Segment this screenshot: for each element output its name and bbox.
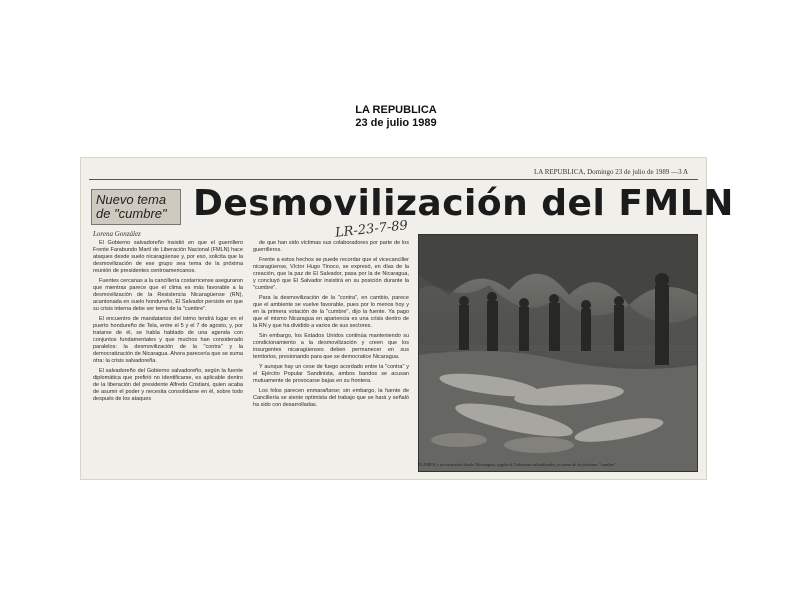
page-header-line: LA REPUBLICA, Domingo 23 de julio de 1989 —3 A <box>534 168 688 176</box>
news-photo <box>418 234 698 472</box>
paragraph: Para la desmovilización de la "contra", en cambio, parece que el ambiente se vuelve favorable, pues por lo menos hoy y en la primera votación de la "cumbre", dijo la fuente. Ya pago que el mismo Nicaragua en apariencia es una crisis dentro de la RN y que ha dividido a varios de sus sectores. <box>253 295 409 329</box>
paragraph: Frente a estos hechos se puede recordar que el vicecanciller nicaragüense, Víctor Hugo Tinoco, se expresó, en días de la creación, que la paz de El Salvador, pasa por la de Nicaragua, y concluyó que El Salvador insistirá en su posición durante la "cumbre". <box>253 257 409 291</box>
publication-date: 23 de julio 1989 <box>355 117 437 129</box>
headline: Desmovilización del FMLN <box>193 183 734 224</box>
paragraph: Fuentes cercanas a la cancillería costarricense aseguraron que mientras parece que el clima es más favorable a la desmovilización de la Resistencia Nicaragüense (RN), acantonada en suelo hondureño, El Salvador persiste en que su crisis interna debe ser tema de la "cumbre". <box>93 278 243 312</box>
paragraph: Y aunque hay un cese de fuego acordado entre la "contra" y el Ejército Popular Sandinista, ambos bandos se acusan mutuamente de provocarse bajas en su frontera. <box>253 364 409 384</box>
header-rule <box>89 179 698 180</box>
photo-caption: El FMLN y su incursión desde Nicaragua, según el Gobierno salvadoreño, es tema de la próxima "cumbre". <box>418 462 618 467</box>
article-column-2 <box>253 240 409 472</box>
newspaper-name: LA REPUBLICA <box>355 104 437 116</box>
byline: Lorena González <box>93 230 141 238</box>
kicker-box: Nuevo tema de "cumbre" <box>91 189 181 225</box>
paragraph: El encuentro de mandatarios del istmo tendrá lugar en el puerto hondureño de Tela, entre el 5 y el 7 de agosto, y, por tratarse de él, se habla hablado de una agenda con conjuntos fundamentales y que muchos han considerado paralelos: la desmovilización de la "contra" y la democratización de Nicaragua. Ahora parecería que se suma otra: la crisis salvadoreña. <box>93 316 243 364</box>
newspaper-clipping <box>80 157 734 480</box>
handwritten-date-note: LR-23-7-89 <box>334 218 409 241</box>
article-column-1 <box>93 240 243 472</box>
paragraph: de que han sido víctimas sus colaboradores por parte de los guerrilleros. <box>253 240 409 253</box>
photo-illustration <box>419 235 697 471</box>
paragraph: El Gobierno salvadoreño insistió en que el guerrillero Frente Farabundo Martí de Liberación Nacional (FMLN) hace ataques desde suelo nicaragüense y, por eso, solicita que la desmovilización de ese grupo sea tema de la próxima reunión de presidentes centroamericanos. <box>93 240 243 274</box>
paragraph: Sin embargo, los Estados Unidos continúa manteniendo su condicionamiento a la desmovilización y creen que los insurgentes nicaragüenses deben permanecer en sus territorios, presionando para que se democratice Nicaragua. <box>253 333 409 360</box>
archive-caption <box>0 104 792 130</box>
paragraph: El salvadoreño del Gobierno salvadoreño, según la fuente diplomática que prefirió no identificarse, es aplicable dentro de la liberación del presidente Alfredo Cristiani, quien acaba de asumir el poder y necesita consolidarse en él, sobre todo después de los ataques <box>93 368 243 402</box>
paragraph: Los hilos parecen enmarañarse; sin embargo, la fuente de Cancillería se siente optimista del trabajo que se hará y señaló ha sido con desarrolladas. <box>253 388 409 408</box>
